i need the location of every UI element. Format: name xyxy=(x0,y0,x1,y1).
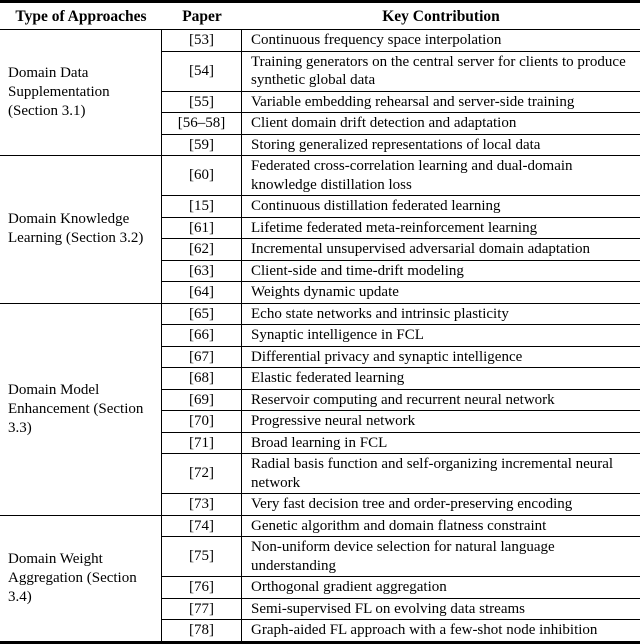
table-header-contribution: Key Contribution xyxy=(382,8,500,25)
paper-ref-cell: [78] xyxy=(162,620,242,641)
group-rows xyxy=(162,516,640,641)
table-row xyxy=(162,516,640,538)
table-row xyxy=(162,368,640,390)
table-row xyxy=(162,390,640,412)
contribution-cell: Radial basis function and self-organizing incremental neural network xyxy=(251,456,614,491)
approach-type-cell: Domain Model Enhancement (Section 3.3) xyxy=(0,304,162,515)
approach-group-knowledge-learning xyxy=(0,156,640,304)
table-row xyxy=(162,347,640,369)
contribution-cell: Broad learning in FCL xyxy=(251,434,388,451)
contribution-cell: Synaptic intelligence in FCL xyxy=(251,327,424,343)
paper-ref-cell: [71] xyxy=(162,433,242,454)
contribution-cell: Federated cross-correlation learning and dual-domain knowledge distillation loss xyxy=(251,158,573,193)
table-row xyxy=(162,433,640,455)
paper-ref-cell: [75] xyxy=(162,537,242,576)
paper-ref-cell: [63] xyxy=(162,261,242,282)
table-header-type: Type of Approaches xyxy=(15,8,147,25)
table-row xyxy=(162,218,640,240)
contribution-cell: Continuous frequency space interpolation xyxy=(251,32,502,48)
contribution-cell: Incremental unsupervised adversarial domain adaptation xyxy=(251,241,591,257)
contribution-cell: Continuous distillation federated learning xyxy=(251,198,501,214)
approach-group-weight-aggregation xyxy=(0,516,640,641)
paper-ref-cell: [70] xyxy=(162,411,242,432)
paper-ref-cell: [72] xyxy=(162,454,242,493)
contribution-cell: Training generators on the central server for clients to produce synthetic global data xyxy=(251,53,626,88)
approach-group-data-supplementation xyxy=(0,30,640,156)
group-rows xyxy=(162,30,640,155)
table-row xyxy=(162,599,640,621)
table-row xyxy=(162,454,640,494)
contribution-cell: Very fast decision tree and order-preserving encoding xyxy=(251,496,573,512)
table-row xyxy=(162,52,640,92)
paper-ref-cell: [56–58] xyxy=(162,113,242,134)
paper-ref-cell: [76] xyxy=(162,577,242,598)
paper-ref-cell: [66] xyxy=(162,325,242,346)
group-rows xyxy=(162,304,640,515)
contribution-cell: Progressive neural network xyxy=(251,413,416,429)
contribution-cell: Variable embedding rehearsal and server-side training xyxy=(251,93,575,110)
paper-ref-cell: [77] xyxy=(162,599,242,620)
contribution-cell: Client-side and time-drift modeling xyxy=(251,262,464,279)
contribution-cell: Differential privacy and synaptic intelligence xyxy=(251,348,523,365)
table-row xyxy=(162,620,640,641)
paper-ref-cell: [54] xyxy=(162,52,242,91)
table-row xyxy=(162,282,640,303)
approach-type-cell: Domain Data Supplementation (Section 3.1) xyxy=(0,30,162,155)
paper-ref-cell: [68] xyxy=(162,368,242,389)
contribution-cell: Elastic federated learning xyxy=(251,370,405,386)
paper-ref-cell: [61] xyxy=(162,218,242,239)
paper-ref-cell: [69] xyxy=(162,390,242,411)
table-row xyxy=(162,494,640,515)
approach-group-model-enhancement xyxy=(0,304,640,516)
contribution-cell: Weights dynamic update xyxy=(251,284,399,300)
paper-ref-cell: [53] xyxy=(162,30,242,51)
table-row xyxy=(162,92,640,114)
paper-ref-cell: [74] xyxy=(162,516,242,537)
table-row xyxy=(162,239,640,261)
paper-ref-cell: [67] xyxy=(162,347,242,368)
paper-ref-cell: [73] xyxy=(162,494,242,515)
table-header-row xyxy=(0,3,640,30)
table-row xyxy=(162,113,640,135)
paper-ref-cell: [65] xyxy=(162,304,242,325)
table-row xyxy=(162,325,640,347)
table-row xyxy=(162,135,640,156)
approach-type-cell: Domain Knowledge Learning (Section 3.2) xyxy=(0,156,162,303)
table-header-paper: Paper xyxy=(182,8,222,25)
table-row xyxy=(162,30,640,52)
contribution-cell: Genetic algorithm and domain flatness constraint xyxy=(251,517,547,534)
paper-ref-cell: [60] xyxy=(162,156,242,195)
paper-ref-cell: [59] xyxy=(162,135,242,156)
contribution-cell: Echo state networks and intrinsic plasticity xyxy=(251,305,509,322)
table-row xyxy=(162,577,640,599)
table-row xyxy=(162,196,640,218)
contribution-cell: Storing generalized representations of local data xyxy=(251,136,541,153)
paper-ref-cell: [55] xyxy=(162,92,242,113)
contribution-cell: Reservoir computing and recurrent neural network xyxy=(251,391,555,408)
approach-type-cell: Domain Weight Aggregation (Section 3.4) xyxy=(0,516,162,641)
contribution-cell: Lifetime federated meta-reinforcement learning xyxy=(251,219,538,236)
contribution-cell: Semi-supervised FL on evolving data streams xyxy=(251,600,525,617)
paper-ref-cell: [15] xyxy=(162,196,242,217)
table-row xyxy=(162,156,640,196)
contribution-cell: Graph-aided FL approach with a few-shot node inhibition xyxy=(251,622,598,638)
contribution-cell: Orthogonal gradient aggregation xyxy=(251,579,447,595)
table-row xyxy=(162,537,640,577)
table-row xyxy=(162,411,640,433)
table-row xyxy=(162,304,640,326)
contribution-cell: Client domain drift detection and adaptation xyxy=(251,115,517,131)
group-rows xyxy=(162,156,640,303)
contribution-cell: Non-uniform device selection for natural language understanding xyxy=(251,539,555,574)
paper-ref-cell: [64] xyxy=(162,282,242,303)
table-row xyxy=(162,261,640,283)
paper-ref-cell: [62] xyxy=(162,239,242,260)
